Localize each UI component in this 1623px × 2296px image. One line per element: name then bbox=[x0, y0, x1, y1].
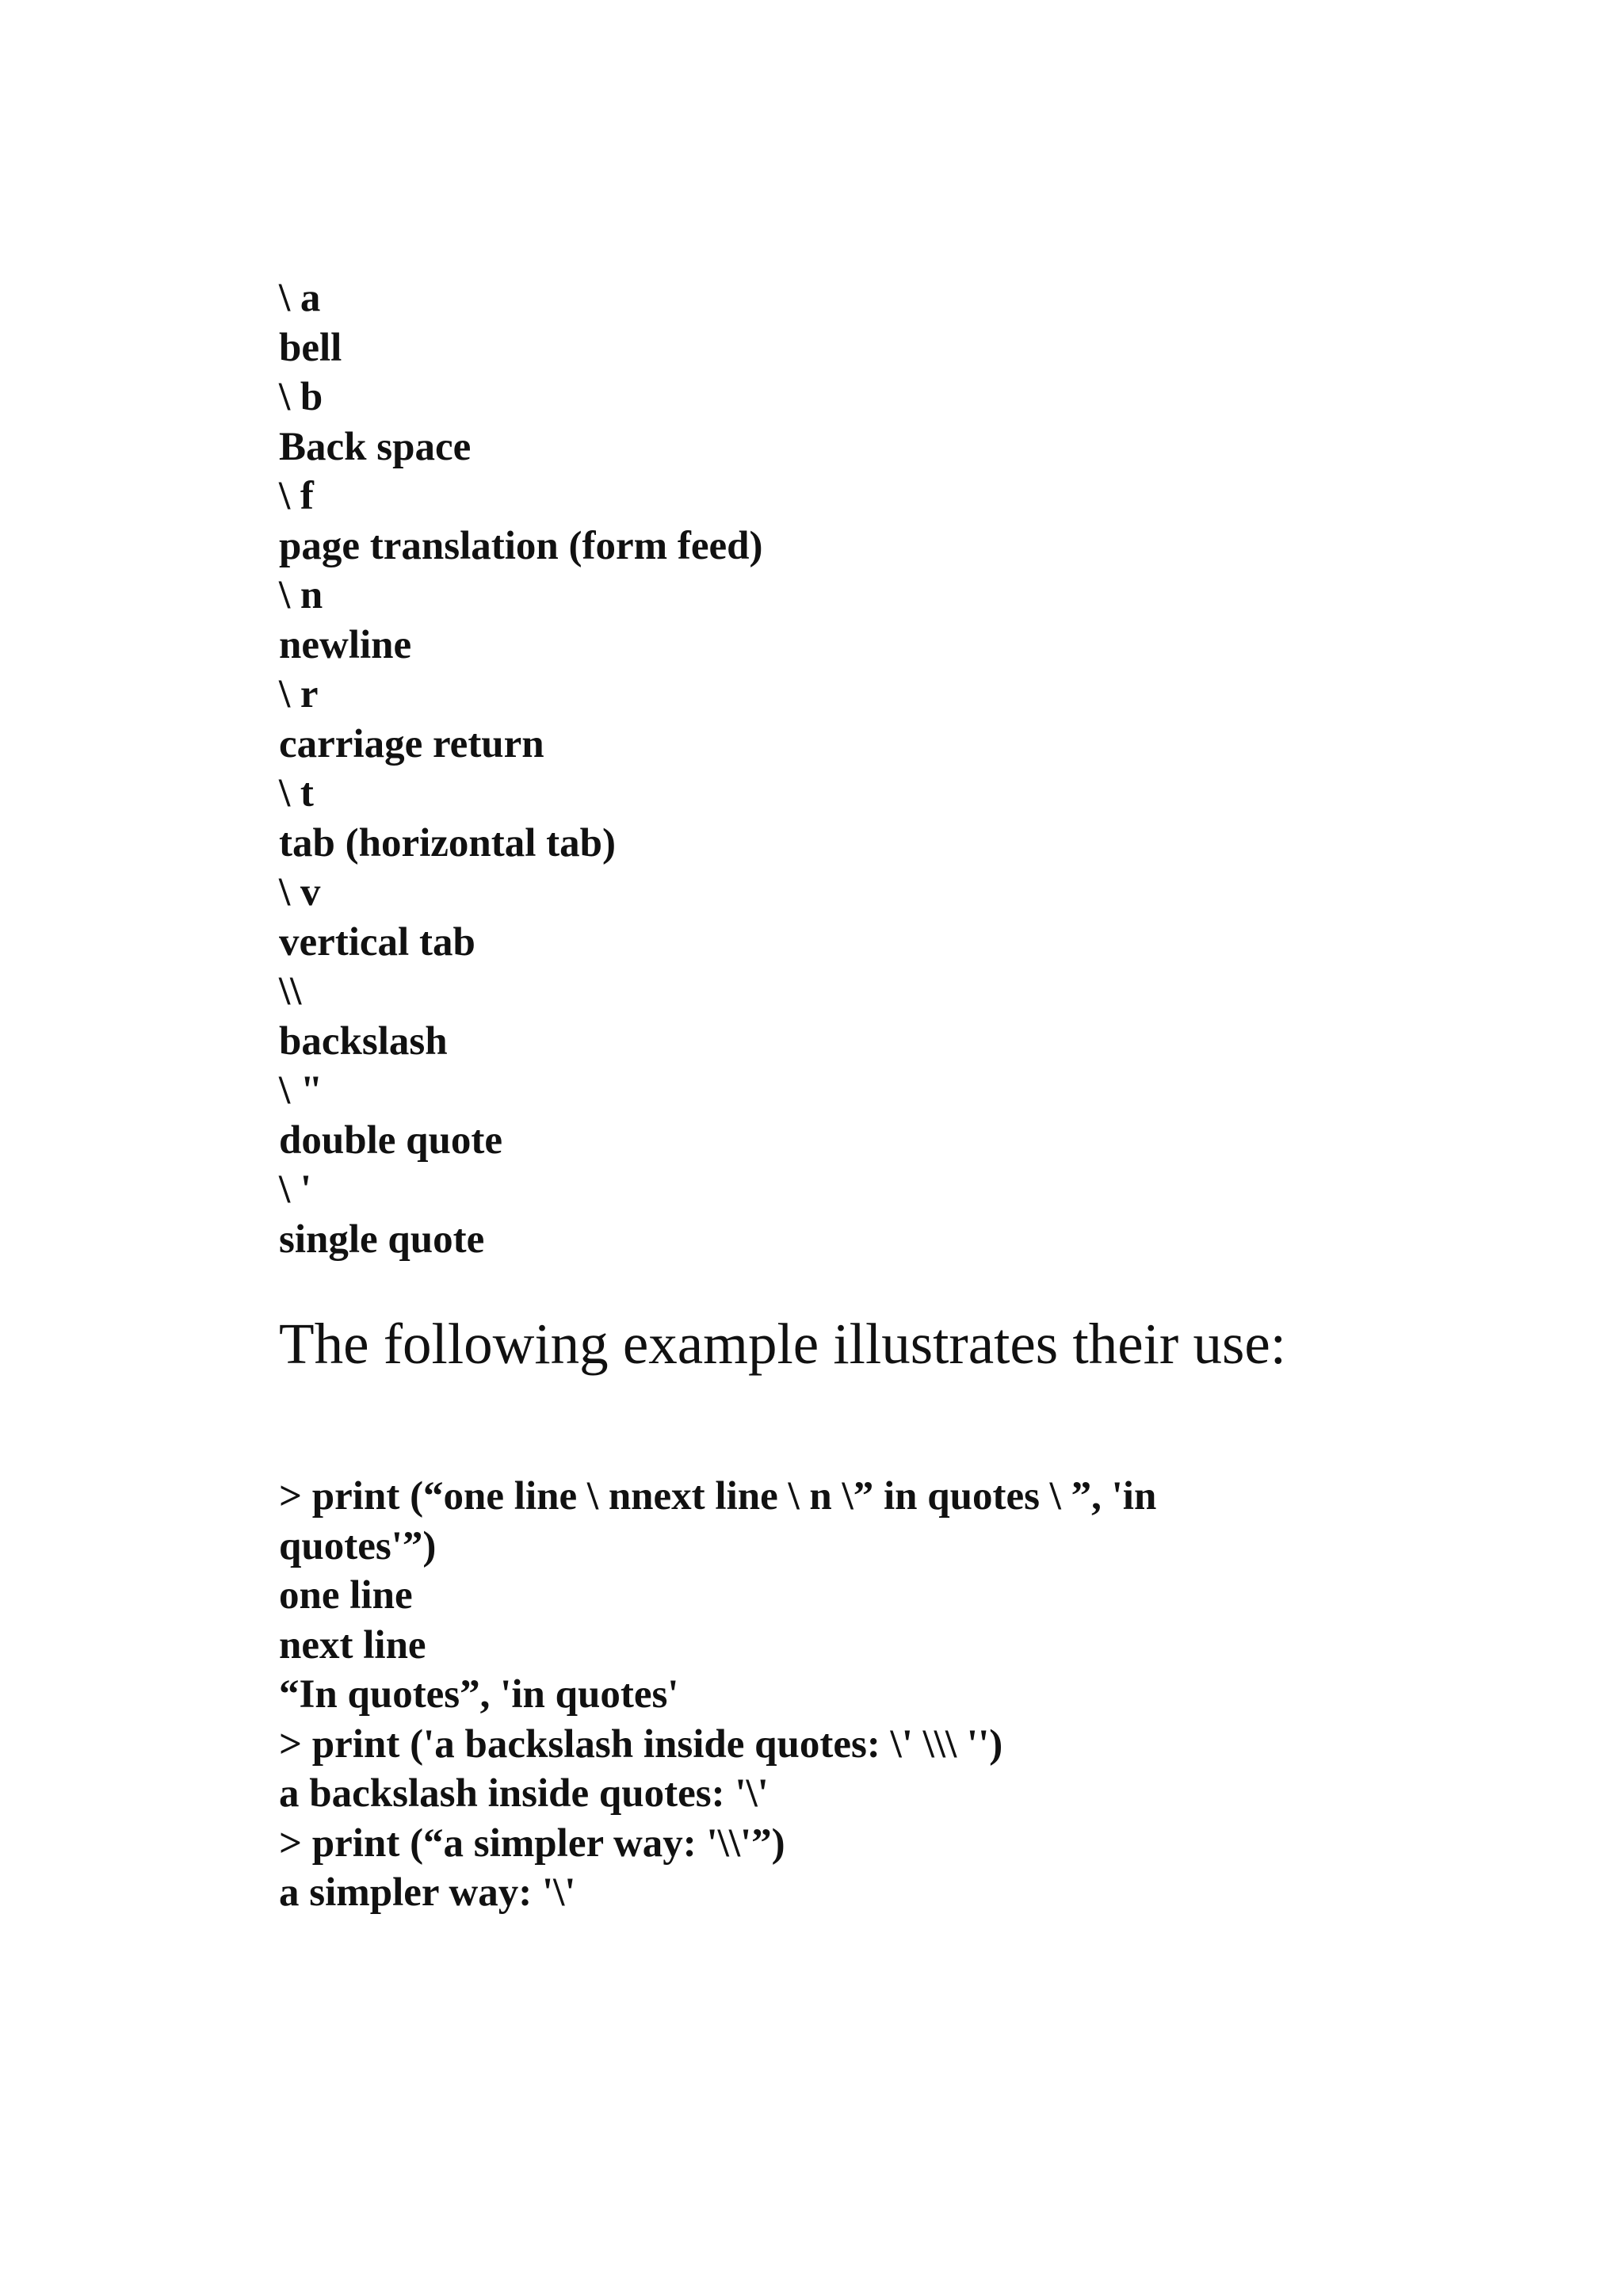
escape-meaning: bell bbox=[279, 325, 342, 370]
escape-code: \ r bbox=[279, 672, 319, 716]
escape-code: \ ' bbox=[279, 1167, 312, 1212]
document-content bbox=[279, 273, 1515, 1918]
escape-meaning: tab (horizontal tab) bbox=[279, 820, 616, 865]
escape-meaning: backslash bbox=[279, 1018, 448, 1064]
example-line: > print (“one line \ nnext line \ n \” in quotes \ ”, 'in bbox=[279, 1474, 1157, 1519]
escape-sequence-list bbox=[279, 273, 1515, 1264]
escape-code: \ a bbox=[279, 276, 321, 320]
example-line: “In quotes”, 'in quotes' bbox=[279, 1672, 679, 1717]
escape-code: \ t bbox=[279, 771, 314, 816]
example-line: > print (“a simpler way: '\\'”) bbox=[279, 1820, 785, 1866]
escape-code: \ b bbox=[279, 375, 323, 419]
example-line: quotes'”) bbox=[279, 1523, 437, 1568]
example-line: next line bbox=[279, 1622, 426, 1668]
escape-meaning: page translation (form feed) bbox=[279, 523, 763, 568]
escape-code: \\ bbox=[279, 969, 302, 1014]
escape-code: \ f bbox=[279, 474, 314, 518]
escape-meaning: carriage return bbox=[279, 721, 544, 766]
escape-meaning: vertical tab bbox=[279, 919, 475, 965]
code-example bbox=[279, 1472, 1515, 1918]
escape-code: \ v bbox=[279, 870, 321, 915]
example-line: a simpler way: '\' bbox=[279, 1870, 576, 1915]
example-line: > print ('a backslash inside quotes: \' \\\ '') bbox=[279, 1721, 1003, 1767]
example-line: one line bbox=[279, 1573, 413, 1618]
escape-code: \ " bbox=[279, 1068, 323, 1113]
escape-meaning: Back space bbox=[279, 424, 472, 469]
escape-meaning: double quote bbox=[279, 1117, 502, 1163]
example-line: a backslash inside quotes: '\' bbox=[279, 1771, 769, 1816]
intro-paragraph: The following example illustrates their use: bbox=[279, 1312, 1287, 1376]
escape-meaning: single quote bbox=[279, 1217, 485, 1262]
escape-meaning: newline bbox=[279, 622, 412, 667]
escape-code: \ n bbox=[279, 573, 323, 617]
